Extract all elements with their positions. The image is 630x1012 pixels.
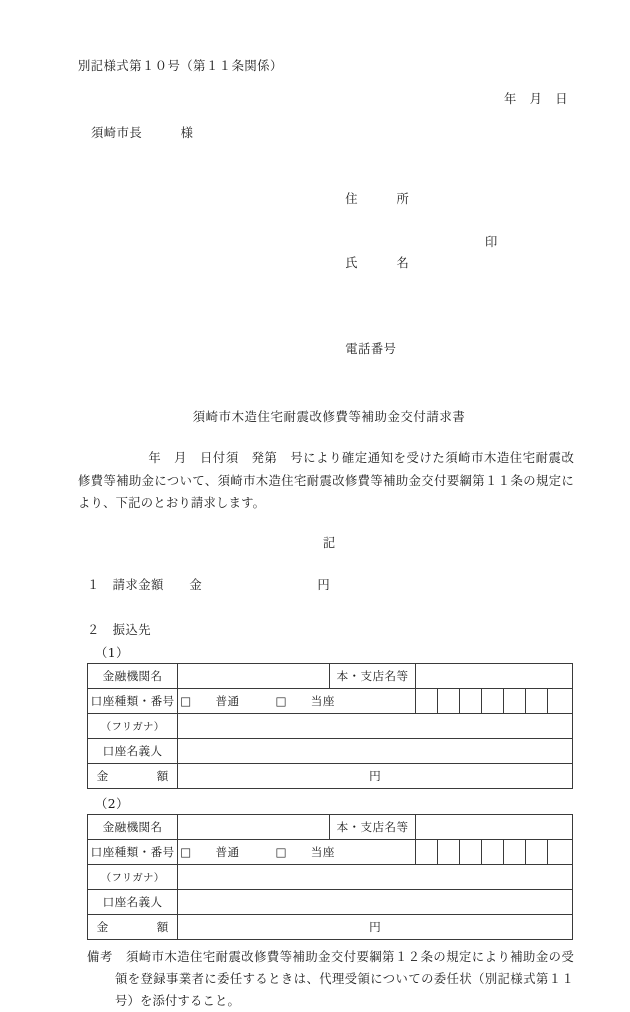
account-kind-label-1: 口座種類・番号	[88, 688, 178, 713]
furigana-value-1[interactable]	[178, 713, 573, 738]
furigana-label-1: （フリガナ）	[88, 713, 178, 738]
table-row	[88, 763, 573, 788]
addressee: 須崎市長 様	[91, 126, 194, 140]
body-paragraph	[78, 447, 574, 515]
account-number-cell[interactable]	[503, 839, 525, 864]
branch-value-2[interactable]	[415, 814, 572, 839]
furigana-label-2: （フリガナ）	[88, 864, 178, 889]
form-number: 別記様式第１０号（第１１条関係）	[78, 59, 283, 73]
table-row	[88, 839, 573, 864]
account-holder-label-2: 口座名義人	[88, 889, 178, 914]
remarks-text: 須崎市木造住宅耐震改修費等補助金交付要綱第１２条の規定により補助金の受領を登録事業者に委任するときは、代理受領についての委任状（別記様式第１１号）を添付すること。	[115, 949, 574, 1008]
bank-table-2	[87, 814, 573, 940]
account-number-cell[interactable]	[437, 688, 459, 713]
table-row	[88, 914, 573, 939]
table-row	[88, 889, 573, 914]
bank-table-1	[87, 663, 573, 789]
applicant-phone-row	[310, 318, 574, 383]
account-holder-value-2[interactable]	[178, 889, 573, 914]
institution-label-1: 金融機関名	[88, 663, 178, 688]
body-text: 年 月 日付須 発第 号により確定通知を受けた須崎市木造住宅耐震改修費等補助金について、須崎市木造住宅耐震改修費等補助金交付要綱第１１条の規定により、下記のとおり請求します。	[78, 451, 574, 510]
table-row	[88, 688, 573, 713]
account-number-cell[interactable]	[481, 839, 503, 864]
amount-label-1: 金 額	[88, 763, 178, 788]
institution-value-2[interactable]	[178, 814, 330, 839]
furigana-value-2[interactable]	[178, 864, 573, 889]
bank-sublabel-2: （2）	[95, 796, 129, 811]
document-sheet	[78, 57, 574, 1012]
account-number-cell[interactable]	[503, 688, 525, 713]
amount-unit-2[interactable]: 円	[178, 914, 573, 939]
account-number-cell[interactable]	[415, 839, 437, 864]
table-row	[88, 814, 573, 839]
item-transfer-destination: ２ 振込先	[87, 622, 151, 637]
account-number-cell[interactable]	[415, 688, 437, 713]
seal-mark: 印	[485, 234, 498, 249]
account-number-cell[interactable]	[525, 688, 547, 713]
remarks-block	[78, 946, 574, 1012]
remarks-line	[87, 946, 574, 1012]
ki-mark: 記	[322, 535, 336, 550]
table-row	[88, 663, 573, 688]
page-title: 須崎市木造住宅耐震改修費等補助金交付請求書	[192, 409, 466, 424]
account-kind-checkboxes-1[interactable]: □ 普通 □ 当座	[178, 688, 415, 713]
branch-label-1: 本・支店名等	[330, 663, 415, 688]
account-number-cell[interactable]	[437, 839, 459, 864]
amount-label-2: 金 額	[88, 914, 178, 939]
institution-label-2: 金融機関名	[88, 814, 178, 839]
date-line: 年 月 日	[504, 92, 568, 106]
table-row	[88, 713, 573, 738]
applicant-address-label: 住 所	[345, 191, 410, 206]
branch-label-2: 本・支店名等	[330, 814, 415, 839]
table-row	[88, 738, 573, 763]
account-number-cell[interactable]	[525, 839, 547, 864]
remarks-tag: 備考	[87, 949, 114, 964]
account-number-cell[interactable]	[481, 688, 503, 713]
applicant-block	[78, 167, 574, 382]
account-holder-value-1[interactable]	[178, 738, 573, 763]
account-holder-label-1: 口座名義人	[88, 738, 178, 763]
bank-sublabel-1: （1）	[95, 645, 129, 660]
account-kind-checkboxes-2[interactable]: □ 普通 □ 当座	[178, 839, 415, 864]
branch-value-1[interactable]	[415, 663, 572, 688]
account-number-cell[interactable]	[459, 839, 481, 864]
institution-value-1[interactable]	[178, 663, 330, 688]
account-kind-label-2: 口座種類・番号	[88, 839, 178, 864]
applicant-address-row	[310, 167, 574, 232]
applicant-name-row	[310, 232, 574, 318]
table-row	[88, 864, 573, 889]
account-number-cell[interactable]	[547, 688, 572, 713]
item-request-amount: １ 請求金額 金 円	[87, 577, 331, 592]
applicant-phone-label: 電話番号	[345, 342, 397, 356]
applicant-name-label: 氏 名	[345, 256, 410, 270]
account-number-cell[interactable]	[459, 688, 481, 713]
account-number-cell[interactable]	[547, 839, 572, 864]
amount-unit-1[interactable]: 円	[178, 763, 573, 788]
